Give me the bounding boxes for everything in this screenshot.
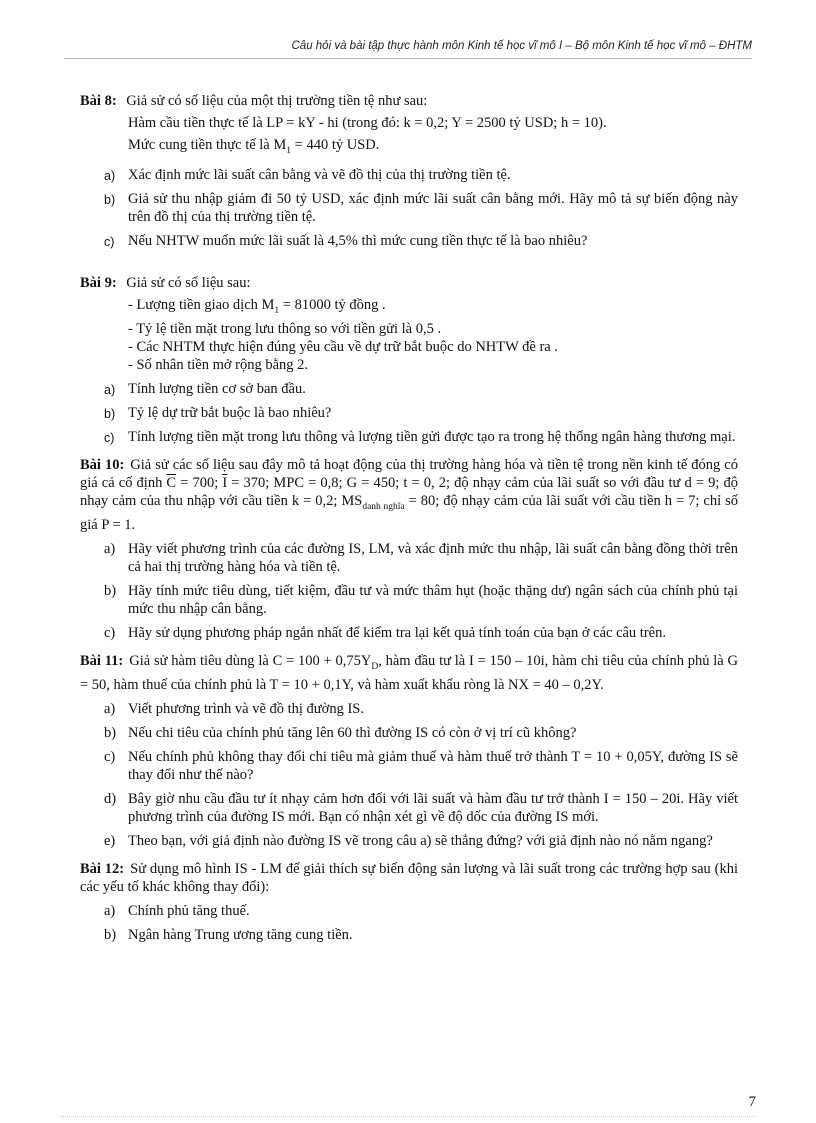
exercise-10-question-c: c) Hãy sử dụng phương pháp ngắn nhất để kiểm tra lại kết quả tính toán của bạn ở các câu trên. — [104, 624, 666, 641]
running-header: Câu hỏi và bài tập thực hành môn Kinh tế học vĩ mô I – Bộ môn Kinh tế học vĩ mô – ĐHTM — [291, 40, 752, 52]
exercise-12-question-b: b) Ngân hàng Trung ương tăng cung tiền. — [104, 926, 353, 943]
exercise-10-question-b: b) Hãy tính mức tiêu dùng, tiết kiệm, đầu tư và mức thâm hụt (hoặc thặng dư) ngân sách của chính phủ tại mức thu nhập cân bằng. — [104, 582, 738, 617]
exercise-9-question-c: c) Tính lượng tiền mặt trong lưu thông và lượng tiền gửi được tạo ra trong hệ thống ngân hàng thương mại. — [104, 428, 736, 445]
exercise-8-demand: Hàm cầu tiền thực tế là LP = kY - hi (trong đó: k = 0,2; Y = 2500 tỷ USD; h = 10). — [128, 115, 607, 131]
exercise-8 — [80, 92, 738, 250]
exercise-10-question-a: a) Hãy viết phương trình của các đường IS, LM, và xác định mức thu nhập, lãi suất cân bằng đồng thời trên cả hai thị trường hàng hóa và tiền tệ. — [104, 540, 738, 575]
page-number: 7 — [748, 1094, 756, 1110]
exercise-8-intro: Giả sử có số liệu của một thị trường tiền tệ như sau: — [126, 93, 428, 109]
exercise-12: Bài 12: Sử dụng mô hình IS - LM để giải thích sự biến động sản lượng và lãi suất trong các trường hợp sau (khi các yếu tố khác không thay đổi): a) Chính phủ tăng thuế. b) Ngân hàng Trung ương tăng cung tiền. — [80, 860, 738, 943]
exercise-9-question-a: a) Tính lượng tiền cơ sở ban đầu. — [104, 380, 306, 397]
exercise-10: Bài 10: Giả sử các số liệu sau đây mô tả hoạt động của thị trường hàng hóa và tiền tệ trong nền kinh tế đóng có giá cả cố định $\overline{C} = 700$; $\overline{I} = 370$; MPC = 0,8; G = 450; t = 0, 2; độ nhạy cảm của lãi suất so với đầu tư d = 9; độ nhạy cảm của thu nhập với cầu tiền k = 0,2; $MS_{danh nghĩa} = 80$; độ nhạy cảm của lãi suất với cầu tiền h = 7; chỉ số giá P = 1. a) Hãy viết phương trình của các đường IS, LM, và xác định mức thu nhập, lãi suất cân bằng đồng thời trên cả hai thị trường hàng hóa và tiền tệ. b) Hãy tính mức tiêu dùng, tiết kiệm, đầu tư và mức thâm hụt (hoặc thặng dư) ngân sách của chính phủ tại mức thu nhập cân bằng. c) Hãy sử dụng phương pháp ngắn nhất để kiểm tra lại kết quả tính toán của bạn ở các câu trên. — [80, 456, 738, 641]
exercise-9-intro: Giả sử có số liệu sau: — [126, 274, 251, 291]
page-body — [80, 92, 738, 954]
exercise-11-question-c: c) Nếu chính phủ không thay đổi chi tiêu mà giảm thuế và hàm thuế trở thành T = 10 + 0,05Y, đường IS sẽ thay đổi như thế nào? — [104, 748, 738, 783]
exercise-9-question-b: b) Tỷ lệ dự trữ bắt buộc là bao nhiêu? — [104, 404, 332, 421]
exercise-8-question-a: a) Xác định mức lãi suất cân bằng và vẽ đồ thị của thị trường tiền tệ. — [104, 166, 511, 183]
exercise-10-title: Bài 10: — [80, 456, 125, 473]
exercise-11-question-b: b) Nếu chi tiêu của chính phủ tăng lên 60 thì đường IS có còn ở vị trí cũ không? — [104, 724, 577, 741]
exercise-11-question-e: e) Theo bạn, với giả định nào đường IS vẽ trong câu a) sẽ thẳng đứng? với giả định nào nó nằm ngang? — [104, 832, 713, 849]
exercise-11-question-a: a) Viết phương trình và vẽ đồ thị đường IS. — [104, 700, 364, 717]
exercise-9-item-4: - Số nhân tiền mở rộng bằng 2. — [128, 356, 309, 373]
exercise-9 — [80, 274, 738, 446]
exercise-11: Bài 11: Giả sử hàm tiêu dùng là $C = 100 + 0,75Y_D$, hàm đầu tư là I = 150 – 10i, hàm chi tiêu của chính phủ là G = 50, hàm thuế của chính phủ là T = 10 + 0,1Y, và hàm xuất khẩu ròng là NX = 40 – 0,2Y. a) Viết phương trình và vẽ đồ thị đường IS. b) Nếu chi tiêu của chính phủ tăng lên 60 thì đường IS có còn ở vị trí cũ không? c) Nếu chính phủ không thay đổi chi tiêu mà giảm thuế và hàm thuế trở thành T = 10 + 0,05Y, đường IS sẽ thay đổi như thế nào? d) Bây giờ nhu cầu đầu tư ít nhạy cảm hơn đối với lãi suất và hàm đầu tư trở thành I = 150 – 20i. Hãy viết phương trình của đường IS mới. Bạn có nhận xét gì về độ dốc của đường IS mới. e) Theo bạn, với giả định nào đường IS vẽ trong câu a) sẽ thẳng đứng? với giả định nào nó nằm ngang? — [80, 652, 738, 849]
header-divider — [64, 58, 752, 59]
exercise-9-title: Bài 9: — [80, 274, 117, 291]
exercise-8-supply: Mức cung tiền thực tế là $M_1 = 440$ tỷ USD. — [128, 137, 380, 156]
exercise-9-item-1: - Lượng tiền giao dịch $M_1 = 81000$ tỷ đồng . — [128, 296, 386, 316]
exercise-8-question-b: b) Giả sử thu nhập giảm đi 50 tỷ USD, xác định mức lãi suất cân bằng mới. Hãy mô tả sự biến động này trên đồ thị của thị trường tiền tệ. — [104, 190, 738, 225]
exercise-9-item-2: - Tỷ lệ tiền mặt trong lưu thông so với tiền gửi là 0,5 . — [128, 320, 442, 337]
exercise-11-question-d: d) Bây giờ nhu cầu đầu tư ít nhạy cảm hơn đối với lãi suất và hàm đầu tư trở thành I = 150 – 20i. Hãy viết phương trình của đường IS mới. Bạn có nhận xét gì về độ dốc của đường IS mới. — [104, 790, 738, 825]
exercise-9-item-3: - Các NHTM thực hiện đúng yêu cầu về dự trữ bắt buộc do NHTW đề ra . — [128, 338, 558, 355]
exercise-8-title: Bài 8: — [80, 93, 117, 109]
exercise-12-title: Bài 12: — [80, 860, 125, 877]
exercise-8-question-c: c) Nếu NHTW muốn mức lãi suất là 4,5% thì mức cung tiền thực tế là bao nhiêu? — [104, 232, 588, 249]
exercise-11-title: Bài 11: — [80, 652, 124, 669]
exercise-12-question-a: a) Chính phủ tăng thuế. — [104, 902, 250, 919]
footer-divider — [60, 1116, 756, 1117]
